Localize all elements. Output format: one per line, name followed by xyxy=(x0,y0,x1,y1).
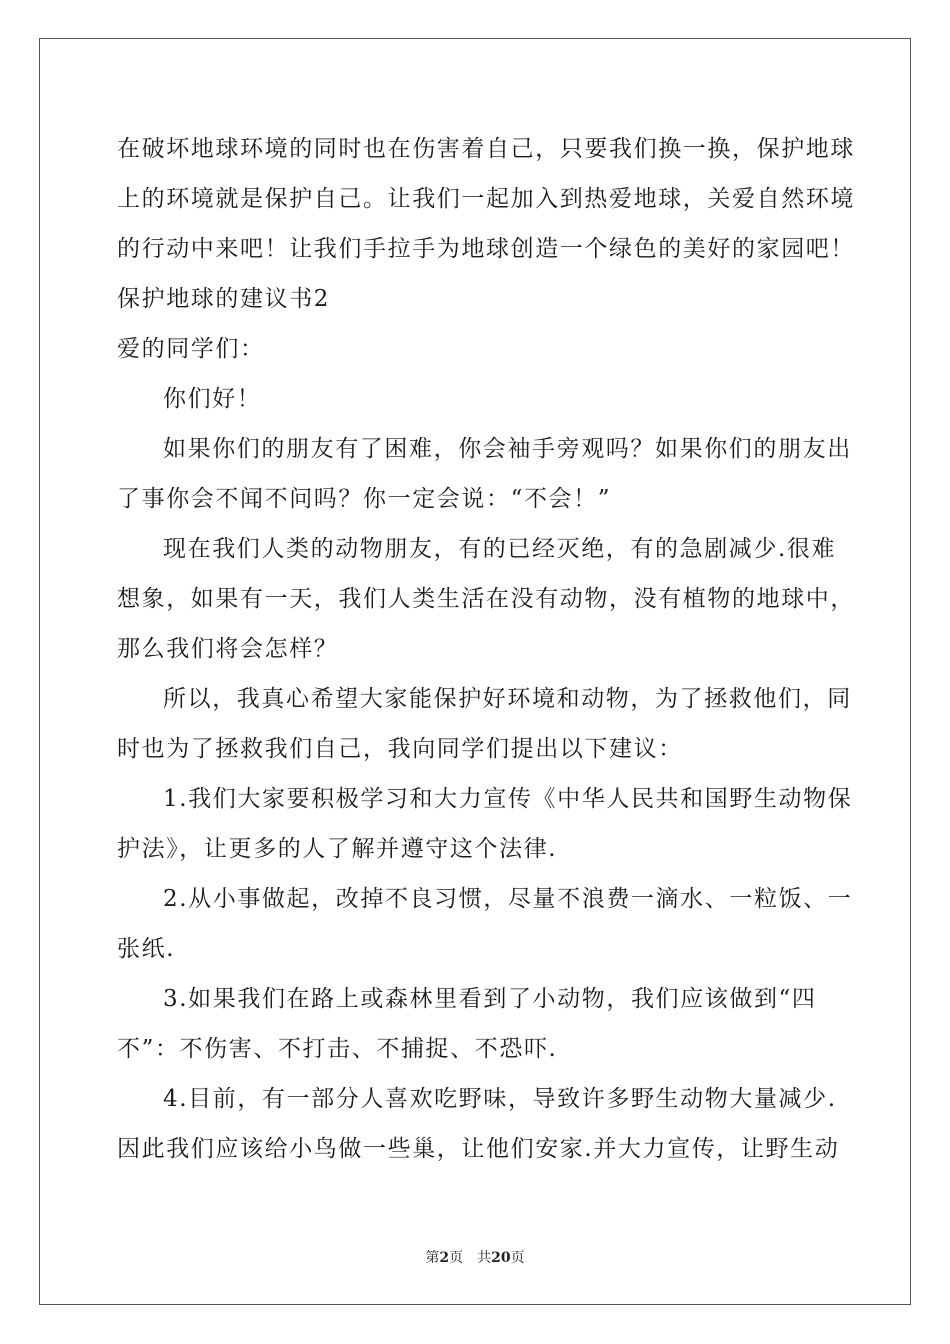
suggestion-line: 因此我们应该给小鸟做一些巢，让他们安家.并大力宣传，让野生动 xyxy=(117,1136,840,1162)
total-prefix: 共 xyxy=(477,1250,492,1266)
paragraph-line: 了事你会不闻不问吗？你一定会说：“不会！” xyxy=(117,486,612,512)
greeting: 你们好！ xyxy=(163,386,262,412)
paragraph-line: 那么我们将会怎样？ xyxy=(117,636,339,662)
suggestion-line: 4.目前，有一部分人喜欢吃野味，导致许多野生动物大量减少. xyxy=(163,1086,837,1112)
page-prefix: 第 xyxy=(425,1250,440,1266)
suggestion-line: 3.如果我们在路上或森林里看到了小动物，我们应该做到“四 xyxy=(163,986,817,1012)
suggestion-line: 不”：不伤害、不打击、不捕捉、不恐吓. xyxy=(117,1036,558,1062)
paragraph-line: 所以，我真心希望大家能保护好环境和动物，为了拯救他们，同 xyxy=(163,686,852,712)
page-suffix: 页 xyxy=(449,1250,464,1266)
paragraph-line: 如果你们的朋友有了困难，你会袖手旁观吗？如果你们的朋友出 xyxy=(163,436,852,462)
section-title: 保护地球的建议书2 xyxy=(117,286,331,312)
suggestion-line: 1.我们大家要积极学习和大力宣传《中华人民共和国野生动物保 xyxy=(163,786,853,812)
salutation: 爱的同学们： xyxy=(117,336,265,362)
total-page-number: 20 xyxy=(491,1250,511,1266)
total-suffix: 页 xyxy=(510,1250,525,1266)
page-footer xyxy=(0,1247,950,1267)
body-line: 在破坏地球环境的同时也在伤害着自己，只要我们换一换，保护地球 xyxy=(117,136,855,162)
document-body xyxy=(117,124,855,1174)
suggestion-line: 张纸. xyxy=(117,936,176,962)
suggestion-line: 2.从小事做起，改掉不良习惯，尽量不浪费一滴水、一粒饭、一 xyxy=(163,886,853,912)
body-line: 的行动中来吧！让我们手拉手为地球创造一个绿色的美好的家园吧！ xyxy=(117,236,855,262)
paragraph-line: 时也为了拯救我们自己，我向同学们提出以下建议： xyxy=(117,736,683,762)
paragraph-line: 现在我们人类的动物朋友，有的已经灭绝，有的急剧减少.很难 xyxy=(163,536,837,562)
body-line: 上的环境就是保护自己。让我们一起加入到热爱地球，关爱自然环境 xyxy=(117,186,855,212)
current-page-number: 2 xyxy=(439,1250,450,1266)
suggestion-line: 护法》，让更多的人了解并遵守这个法律. xyxy=(117,836,558,862)
paragraph-line: 想象，如果有一天，我们人类生活在没有动物，没有植物的地球中， xyxy=(117,586,855,612)
